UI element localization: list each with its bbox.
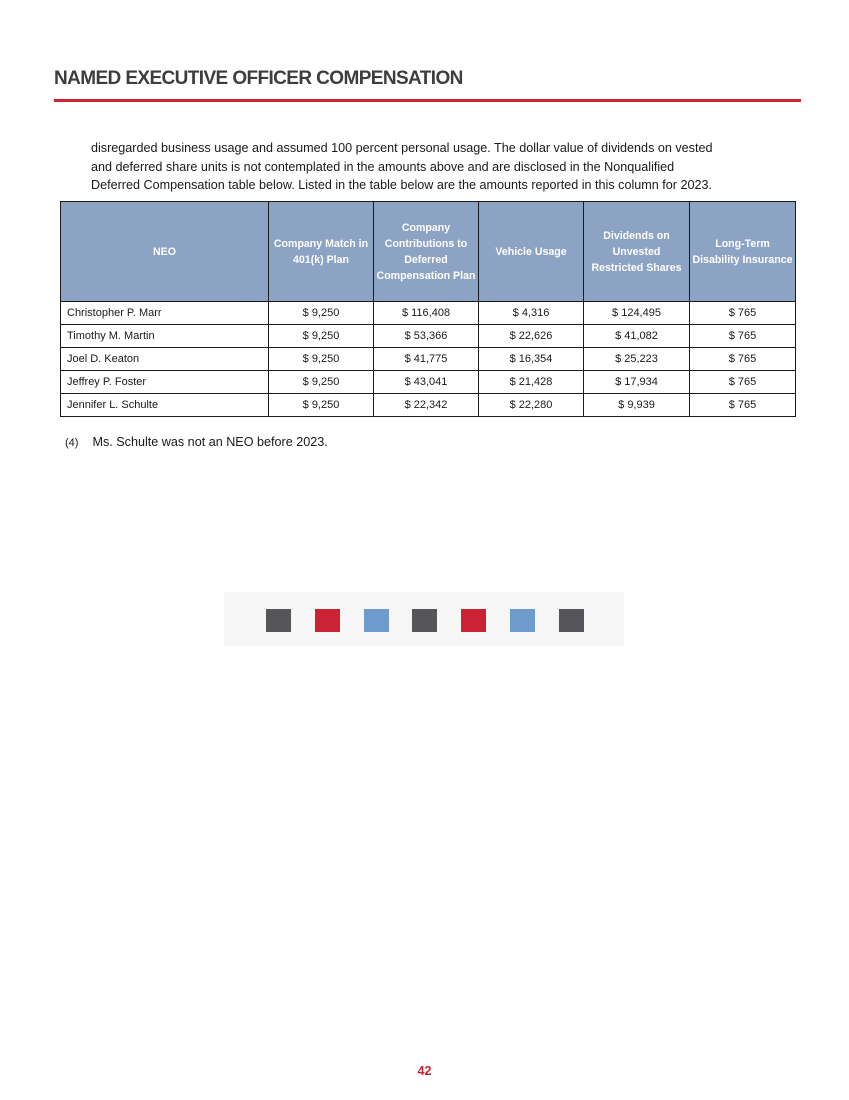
table-row (61, 325, 796, 348)
vehicle-cell: $ 21,428 (479, 371, 584, 394)
match-cell: $ 9,250 (269, 348, 374, 371)
vehicle-cell: $ 4,316 (479, 302, 584, 325)
vehicle-cell: $ 16,354 (479, 348, 584, 371)
footnote-text: Ms. Schulte was not an NEO before 2023. (92, 435, 328, 449)
column-header-neo: NEO (61, 202, 269, 302)
deferred-cell: $ 53,366 (374, 325, 479, 348)
dividends-cell: $ 9,939 (584, 394, 690, 417)
neo-name-cell: Timothy M. Martin (61, 325, 269, 348)
decorative-square (510, 609, 535, 632)
dividends-cell: $ 124,495 (584, 302, 690, 325)
intro-line: disregarded business usage and assumed 100 percent personal usage. The dollar value of dividends on vested (91, 141, 713, 155)
footnote-marker: (4) (65, 437, 79, 449)
page-number: 42 (417, 1064, 432, 1078)
match-cell: $ 9,250 (269, 325, 374, 348)
title-divider (54, 99, 801, 102)
decorative-square (412, 609, 437, 632)
deferred-cell: $ 116,408 (374, 302, 479, 325)
column-header-401k-match: Company Match in 401(k) Plan (269, 202, 374, 302)
neo-name-cell: Jeffrey P. Foster (61, 371, 269, 394)
deferred-cell: $ 43,041 (374, 371, 479, 394)
disability-cell: $ 765 (690, 302, 796, 325)
intro-line: and deferred share units is not contemplated in the amounts above and are disclosed in the Nonqualified (91, 159, 675, 174)
table-row (61, 394, 796, 417)
vehicle-cell: $ 22,280 (479, 394, 584, 417)
table-header-row (61, 202, 796, 302)
decorative-square (315, 609, 340, 632)
match-cell: $ 9,250 (269, 302, 374, 325)
neo-name-cell: Joel D. Keaton (61, 348, 269, 371)
neo-name-cell: Christopher P. Marr (61, 302, 269, 325)
column-header-deferred-contributions: Company Contributions to Deferred Compensation Plan (374, 202, 479, 302)
table-row (61, 302, 796, 325)
intro-line: Deferred Compensation table below. Listed in the table below are the amounts reported in this column for 2023. (91, 178, 712, 192)
neo-name-cell: Jennifer L. Schulte (61, 394, 269, 417)
decorative-square (461, 609, 486, 632)
decorative-square (364, 609, 389, 632)
deferred-cell: $ 22,342 (374, 394, 479, 417)
column-header-disability-insurance: Long-Term Disability Insurance (690, 202, 796, 302)
match-cell: $ 9,250 (269, 371, 374, 394)
column-header-vehicle-usage: Vehicle Usage (479, 202, 584, 302)
footnote (65, 435, 328, 449)
dividends-cell: $ 41,082 (584, 325, 690, 348)
dividends-cell: $ 25,223 (584, 348, 690, 371)
disability-cell: $ 765 (690, 348, 796, 371)
disability-cell: $ 765 (690, 325, 796, 348)
intro-paragraph (91, 139, 803, 195)
match-cell: $ 9,250 (269, 394, 374, 417)
decorative-square (266, 609, 291, 632)
deferred-cell: $ 41,775 (374, 348, 479, 371)
compensation-table (60, 201, 796, 417)
table-row (61, 371, 796, 394)
disability-cell: $ 765 (690, 394, 796, 417)
table-row (61, 348, 796, 371)
disability-cell: $ 765 (690, 371, 796, 394)
vehicle-cell: $ 22,626 (479, 325, 584, 348)
column-header-dividends: Dividends on Unvested Restricted Shares (584, 202, 690, 302)
dividends-cell: $ 17,934 (584, 371, 690, 394)
decorative-square (559, 609, 584, 632)
page-title: NAMED EXECUTIVE OFFICER COMPENSATION (54, 68, 463, 89)
